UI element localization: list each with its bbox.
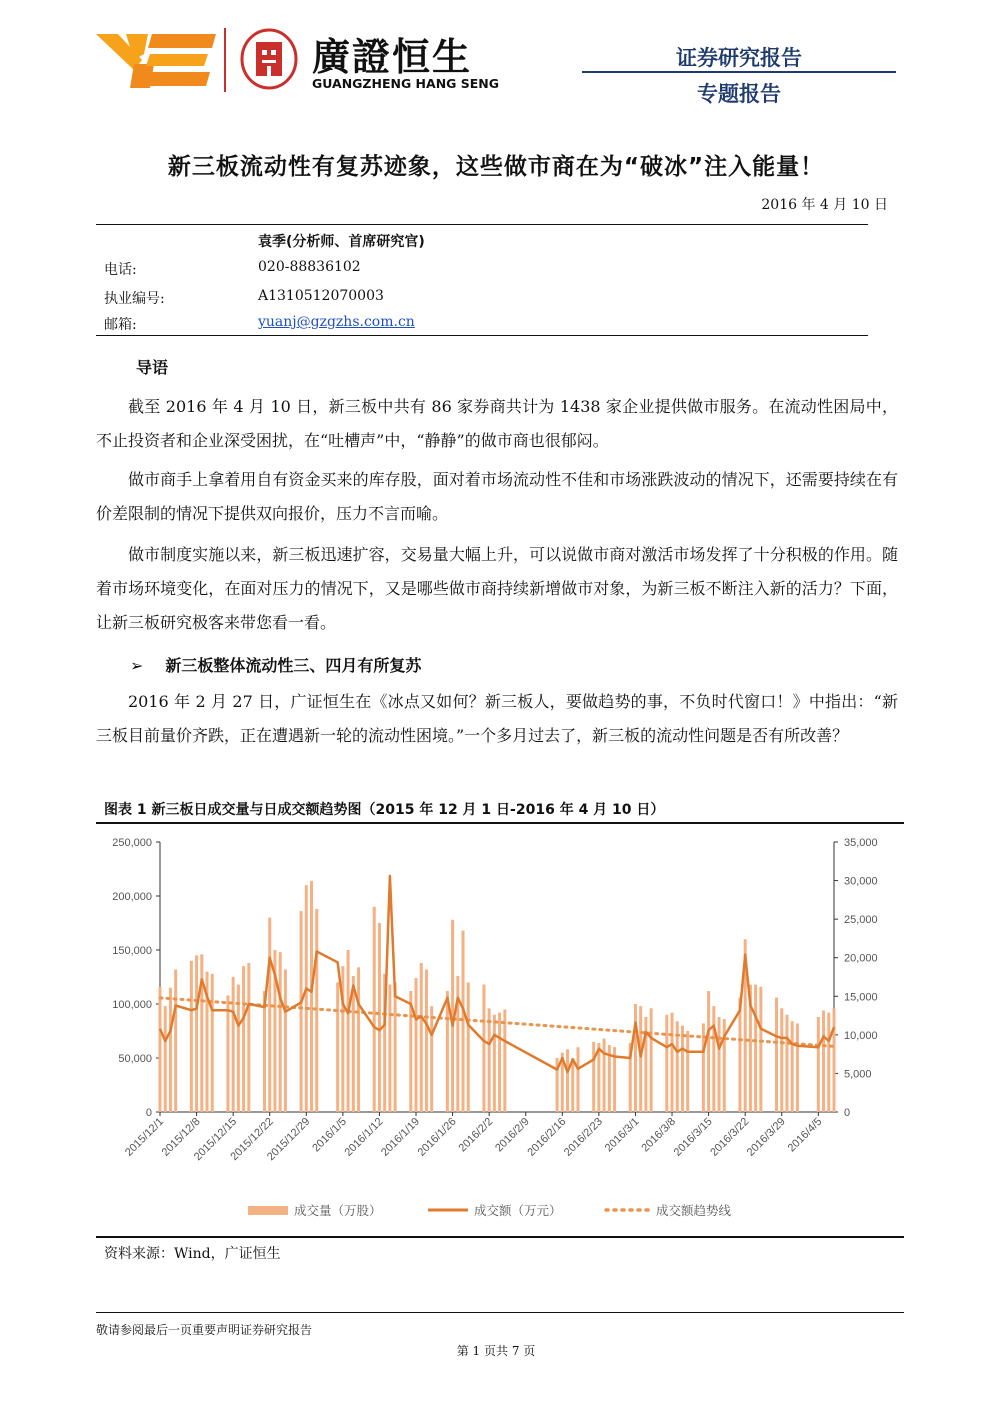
volume-bar bbox=[357, 967, 360, 1112]
intro-paragraph-2: 做市商手上拿着用自有资金买来的库存股，面对着市场流动性不佳和市场涨跌波动的情况下，还需要持续在有价差限制的情况下提供双向报价，压力不言而喻。 bbox=[96, 470, 898, 523]
logo-chinese-name: 廣證恒生 bbox=[312, 35, 473, 79]
x-tick-label: 2015/12/1 bbox=[123, 1115, 167, 1159]
volume-bar bbox=[169, 988, 172, 1112]
x-tick-label: 2016/2/16 bbox=[525, 1115, 569, 1159]
right-y-tick-label: 30,000 bbox=[844, 875, 878, 888]
email-link[interactable]: yuanj@gzgzhs.com.cn bbox=[258, 314, 415, 330]
left-y-tick-label: 150,000 bbox=[112, 945, 152, 957]
volume-bar bbox=[796, 1023, 799, 1112]
left-y-tick-label: 250,000 bbox=[112, 837, 152, 849]
volume-bar bbox=[347, 950, 350, 1112]
x-tick-label: 2016/1/19 bbox=[379, 1115, 423, 1159]
amount-line bbox=[160, 876, 834, 1072]
volume-bar bbox=[247, 963, 250, 1112]
volume-bar bbox=[305, 885, 308, 1112]
volume-bar bbox=[603, 1039, 606, 1112]
right-y-tick-label: 10,000 bbox=[844, 1029, 878, 1042]
volume-bar bbox=[373, 907, 376, 1112]
volume-bar bbox=[242, 966, 245, 1112]
author-block-top-rule bbox=[96, 224, 868, 225]
x-tick-label: 2016/3/15 bbox=[671, 1115, 715, 1159]
volume-bar bbox=[498, 1013, 501, 1112]
volume-bar bbox=[650, 1008, 653, 1112]
footer-rule bbox=[96, 1312, 904, 1313]
report-title: 新三板流动性有复苏迹象，这些做市商在为“破冰”注入能量！ bbox=[167, 154, 825, 180]
legend-volume-label: 成交量（万股） bbox=[294, 1204, 382, 1218]
volume-bar bbox=[592, 1042, 595, 1112]
volume-bar bbox=[822, 1010, 825, 1112]
volume-bar bbox=[420, 963, 423, 1112]
volume-bar bbox=[462, 931, 465, 1112]
volume-amount-chart bbox=[96, 824, 904, 1236]
right-y-tick-label: 0 bbox=[844, 1107, 851, 1119]
x-tick-label: 2016/2/9 bbox=[493, 1115, 532, 1155]
legend-amount-label: 成交额（万元） bbox=[474, 1204, 562, 1218]
volume-bar bbox=[493, 1015, 496, 1112]
author-block-bottom-rule bbox=[96, 335, 868, 336]
x-tick-label: 2016/2/23 bbox=[561, 1115, 606, 1159]
author-name: 袁季(分析师、首席研究官) bbox=[258, 234, 425, 250]
volume-bar bbox=[634, 1004, 637, 1112]
volume-bar bbox=[576, 1047, 579, 1112]
volume-bar bbox=[671, 1013, 674, 1112]
arrow-bullet-icon: ➢ bbox=[130, 656, 144, 675]
volume-bar bbox=[164, 1006, 167, 1112]
legend-volume-swatch bbox=[248, 1206, 288, 1215]
volume-bar bbox=[566, 1049, 569, 1112]
volume-bar bbox=[503, 1009, 506, 1112]
page-number: 第 1 页共 7 页 bbox=[456, 1344, 536, 1358]
x-tick-label: 2015/12/22 bbox=[228, 1115, 276, 1164]
intro-heading: 导语 bbox=[136, 358, 169, 377]
x-tick-label: 2016/3/1 bbox=[602, 1115, 642, 1155]
x-tick-label: 2016/1/5 bbox=[310, 1115, 349, 1155]
x-tick-label: 2016/4/5 bbox=[785, 1115, 825, 1155]
figure-source: 资料来源：Wind，广证恒生 bbox=[104, 1246, 281, 1262]
right-y-tick-label: 35,000 bbox=[844, 837, 878, 849]
logo-ye-mark bbox=[96, 30, 216, 90]
x-tick-label: 2015/12/8 bbox=[159, 1115, 203, 1159]
x-tick-label: 2016/1/26 bbox=[415, 1115, 459, 1159]
left-y-tick-label: 0 bbox=[145, 1107, 152, 1119]
license-label: 执业编号: bbox=[104, 291, 165, 307]
report-type: 证券研究报告 bbox=[676, 46, 802, 70]
figure-bottom-rule bbox=[96, 1236, 904, 1238]
logo-seal-icon bbox=[240, 28, 298, 90]
volume-bar bbox=[195, 955, 198, 1112]
volume-bar bbox=[482, 985, 485, 1112]
intro-paragraph-3: 做市制度实施以来，新三板迅速扩容，交易量大幅上升，可以说做市商对激活市场发挥了十分积极的作用。随着市场环境变化，在面对压力的情况下，又是哪些做市商持续新增做市对象，为新三板不断注入新的活力？下面，让新三板研究极客来带您看一看。 bbox=[96, 545, 898, 632]
legend-trend-label: 成交额趋势线 bbox=[656, 1204, 732, 1218]
footer-disclaimer: 敬请参阅最后一页重要声明证券研究报告 bbox=[96, 1323, 313, 1337]
volume-bar bbox=[467, 982, 470, 1112]
volume-bar bbox=[263, 991, 266, 1112]
volume-bar bbox=[279, 952, 282, 1112]
volume-bar bbox=[827, 1013, 830, 1112]
volume-bar bbox=[681, 1026, 684, 1112]
x-tick-label: 2015/12/15 bbox=[191, 1115, 240, 1164]
volume-bar bbox=[712, 1006, 715, 1112]
left-y-tick-label: 100,000 bbox=[112, 999, 152, 1011]
report-subtype: 专题报告 bbox=[697, 82, 781, 106]
volume-bar bbox=[300, 911, 303, 1112]
report-type-divider bbox=[582, 71, 896, 73]
license-value: A1310512070003 bbox=[258, 288, 384, 304]
volume-bar bbox=[232, 977, 235, 1112]
company-logo bbox=[96, 24, 526, 96]
x-tick-label: 2015/12/29 bbox=[264, 1115, 313, 1164]
volume-bar bbox=[488, 1008, 491, 1112]
volume-bar bbox=[718, 1017, 721, 1112]
volume-bar bbox=[780, 1008, 783, 1112]
x-tick-label: 2016/2/2 bbox=[456, 1115, 496, 1155]
logo-divider bbox=[224, 28, 226, 92]
volume-bar bbox=[775, 998, 778, 1112]
volume-bar bbox=[456, 976, 459, 1112]
volume-bar bbox=[754, 985, 757, 1112]
report-date: 2016 年 4 月 10 日 bbox=[761, 197, 888, 213]
volume-bar bbox=[226, 995, 229, 1112]
right-y-tick-label: 20,000 bbox=[844, 952, 878, 965]
volume-bar bbox=[394, 982, 397, 1112]
x-tick-label: 2016/3/22 bbox=[708, 1115, 752, 1159]
volume-bar bbox=[791, 1021, 794, 1112]
right-y-tick-label: 25,000 bbox=[844, 914, 878, 927]
figure-title: 图表 1 新三板日成交量与日成交额趋势图（2015 年 12 月 1 日-2016 年 4 月 10 日） bbox=[104, 802, 665, 818]
volume-bar bbox=[686, 1031, 689, 1112]
volume-bar bbox=[738, 998, 741, 1112]
volume-bar bbox=[174, 969, 177, 1112]
right-y-tick-label: 5,000 bbox=[844, 1068, 872, 1081]
section-heading bbox=[130, 653, 421, 676]
x-tick-label: 2016/3/8 bbox=[639, 1115, 679, 1155]
volume-bar bbox=[336, 982, 339, 1112]
logo-english-name: GUANGZHENG HANG SENG bbox=[312, 76, 500, 91]
left-y-tick-label: 50,000 bbox=[118, 1053, 152, 1065]
volume-bar bbox=[268, 918, 271, 1112]
volume-bar bbox=[665, 1015, 668, 1112]
volume-bar bbox=[415, 978, 418, 1112]
volume-bar bbox=[707, 991, 710, 1112]
x-tick-label: 2016/1/12 bbox=[342, 1115, 386, 1159]
volume-bar bbox=[378, 923, 381, 1112]
volume-bar bbox=[425, 969, 428, 1112]
left-y-tick-label: 200,000 bbox=[112, 891, 152, 903]
volume-bar bbox=[430, 1006, 433, 1112]
volume-bar bbox=[785, 1015, 788, 1112]
volume-bar bbox=[190, 961, 193, 1112]
volume-bar bbox=[639, 1006, 642, 1112]
volume-bar bbox=[571, 1058, 574, 1112]
intro-paragraph-1: 截至 2016 年 4 月 10 日，新三板中共有 86 家券商共计为 1438 家企业提供做市服务。在流动性困局中，不止投资者和企业深受困扰，在“吐槽声”中，“静静”的做市商也很郁闷。 bbox=[96, 397, 898, 450]
section-heading-text: 新三板整体流动性三、四月有所复苏 bbox=[165, 656, 422, 675]
volume-bar bbox=[817, 1017, 820, 1112]
volume-bar bbox=[759, 987, 762, 1112]
volume-bar bbox=[833, 1008, 836, 1112]
volume-bar bbox=[211, 974, 214, 1112]
section-paragraph-1: 2016 年 2 月 27 日，广证恒生在《冰点又如何？新三板人，要做趋势的事，不负时代窗口！》中指出：“新三板目前量价齐跌，正在遭遇新一轮的流动性困境。”一个多月过去了，新三板的流动性问题是否有所改善？ bbox=[96, 692, 898, 745]
email-label: 邮箱: bbox=[104, 317, 137, 333]
volume-bar bbox=[284, 969, 287, 1112]
phone-label: 电话: bbox=[104, 262, 137, 278]
volume-bar bbox=[200, 954, 203, 1112]
volume-bar bbox=[310, 881, 313, 1112]
volume-bar bbox=[388, 985, 391, 1112]
phone-value: 020-88836102 bbox=[258, 259, 361, 275]
x-tick-label: 2016/3/29 bbox=[744, 1115, 788, 1159]
volume-bar bbox=[159, 987, 162, 1112]
right-y-tick-label: 15,000 bbox=[844, 991, 878, 1004]
